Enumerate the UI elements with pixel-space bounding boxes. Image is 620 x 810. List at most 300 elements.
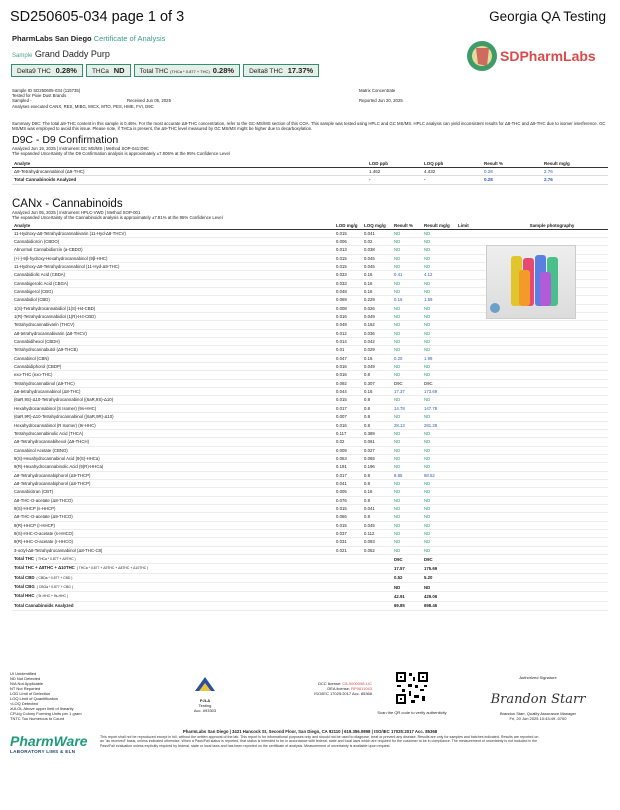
canx-cell: 88.52 — [422, 471, 456, 479]
canx-header: Analyte — [12, 224, 334, 229]
canx-row — [12, 513, 608, 521]
canx-cell: 0.061 — [362, 438, 392, 446]
canx-cell: ND — [422, 329, 456, 337]
canx-cell: 0.037 — [334, 529, 362, 537]
d9c-cell: - — [367, 176, 422, 184]
total-label: Total Cannabinoids Analyzed — [14, 602, 74, 608]
canx-cell: exo-THC (exo-THC) — [12, 371, 334, 379]
qr-code-icon[interactable] — [395, 671, 429, 705]
legend-item: UI Unidentified — [10, 671, 37, 676]
sdpharmlabs-logo — [462, 34, 612, 78]
canx-cell: 0.027 — [362, 446, 392, 454]
qr-caption: Scan the QR code to verify authenticity — [377, 710, 447, 715]
canx-cell: 0.038 — [362, 246, 392, 254]
canx-cell: 0.16 — [362, 388, 392, 396]
signature-label: Authorized Signature — [519, 675, 557, 680]
canx-cell: ND — [392, 288, 422, 296]
dcc-label: DCC license: — [317, 681, 342, 686]
canx-cell: Tetrahydrocannabutol (Δ9-THCB) — [12, 346, 334, 354]
canx-cell: 0.16 — [362, 488, 392, 496]
canx-cell: 0.017 — [334, 471, 362, 479]
canx-cell: 3-octyl-Δ8-Tetrahydrocannabinol (Δ8-THC-C8) — [12, 546, 334, 554]
total-label: Total CBG — [14, 584, 35, 590]
canx-cell: ND — [392, 321, 422, 329]
sample-photo — [486, 245, 576, 319]
canx-cell: ND — [392, 504, 422, 512]
canx-cell: ND — [422, 279, 456, 287]
canx-total-row — [12, 601, 608, 610]
d9c-header: LOQ ppb — [422, 160, 482, 168]
canx-cell: ND — [392, 363, 422, 371]
canx-cell: 0.016 — [334, 371, 362, 379]
canx-cell: 9(R)-HHCP (r-HHCP) — [12, 521, 334, 529]
canx-total-row — [12, 555, 608, 564]
canx-cell: 0.009 — [334, 446, 362, 454]
total-value: ND — [392, 583, 422, 592]
canx-row — [12, 379, 608, 387]
canx-row — [12, 388, 608, 396]
d9c-header: Result mg/g — [542, 160, 608, 168]
total-label: Total CBD — [14, 574, 35, 580]
total-value: 698.46 — [422, 601, 456, 610]
pill-label: Delta9 THC — [17, 68, 51, 75]
canx-header: Result mg/g — [422, 224, 456, 229]
canx-cell: ND — [422, 521, 456, 529]
canx-cell: 0.093 — [362, 538, 392, 546]
canx-cell: Tetrahydrocannabinolic Acid (THCA) — [12, 429, 334, 437]
canx-row — [12, 471, 608, 479]
canx-cell: Hexahydrocannabinol (R Isomer) (9r-HHC) — [12, 421, 334, 429]
canx-header: LOQ mg/g — [362, 224, 392, 229]
canx-cell: 0.16 — [392, 296, 422, 304]
canx-cell: 9(S)-Hexahydrocannabinol Acid (9(S)-HHCa) — [12, 454, 334, 462]
canx-cell: 0.191 — [334, 463, 362, 471]
canx-cell: 0.016 — [334, 363, 362, 371]
canx-cell: ND — [422, 438, 456, 446]
canx-cell: 0.065 — [362, 454, 392, 462]
canx-cell: Cannabigerolic Acid (CBGA) — [12, 279, 334, 287]
canx-cell: 0.016 — [334, 421, 362, 429]
canx-cell: 0.8 — [362, 471, 392, 479]
canx-cell: 0.8 — [362, 479, 392, 487]
d9c-table — [12, 160, 608, 185]
pill-value: 0.28% — [55, 66, 77, 75]
canx-cell: ND — [422, 262, 456, 270]
canx-cell: 0.033 — [334, 279, 362, 287]
canx-cell: ND — [422, 321, 456, 329]
canx-cell: 0.015 — [334, 254, 362, 262]
canx-cell: ND — [392, 338, 422, 346]
canx-cell: 0.048 — [334, 288, 362, 296]
total-formula: ( 9r-HHC + 9s-HHC ) — [36, 594, 69, 599]
canx-cell: 0.044 — [334, 388, 362, 396]
canx-cell: ND — [392, 304, 422, 312]
canx-cell: 0.069 — [334, 296, 362, 304]
lab-address: PharmLabs San Diego | 3421 Hancock St, Second Floor, San Diego, CA 92110 | 619.356.0898 | ISO/IEC 17025:2017 Acc. 85368 — [182, 729, 438, 734]
sample-name: Grand Daddy Purp — [34, 49, 110, 59]
canx-cell: ND — [392, 229, 422, 237]
potency-pill — [134, 64, 240, 77]
canx-cell: 0.062 — [362, 546, 392, 554]
canx-cell: 0.014 — [334, 338, 362, 346]
lab-line — [12, 34, 165, 43]
canx-cell: Cannabidiolic Acid (CBDA) — [12, 271, 334, 279]
total-formula: ( CBDa * 0.877 + CBD ) — [36, 575, 73, 580]
canx-cell: 9(R)-HHC-O-acetate (r-HHCO) — [12, 538, 334, 546]
canx-cell: ND — [422, 288, 456, 296]
canx-cell: 0.015 — [334, 521, 362, 529]
canx-cell: ND — [392, 513, 422, 521]
pjla-sub: Testing — [198, 703, 212, 708]
total-value: 17.57 — [392, 564, 422, 573]
d9c-cell: Δ9-Tetrahydrocannabinol (Δ9-THC) — [12, 167, 367, 175]
report-id: SD250605-034 page 1 of 3 — [10, 9, 185, 25]
canx-cell: 0.389 — [362, 429, 392, 437]
canx-row — [12, 229, 608, 237]
d9c-cell: 0.28 — [482, 176, 542, 184]
canx-cell: D9C — [422, 379, 456, 387]
canx-cell: Δ9-THC-O-acetate (Δ9-THCO) — [12, 513, 334, 521]
canx-cell: Cannabidiol (CBD) — [12, 296, 334, 304]
canx-total-row — [12, 592, 608, 601]
canx-cell: 0.196 — [362, 463, 392, 471]
canx-row — [12, 454, 608, 462]
canx-cell: 0.8 — [362, 421, 392, 429]
canx-cell: 9(S)-HHC-O-acetate (s-HHCO) — [12, 529, 334, 537]
pjla-acc: Acc. #93303 — [193, 708, 217, 713]
canx-cell: ND — [422, 538, 456, 546]
canx-cell: 0.117 — [334, 429, 362, 437]
matrix: Matrix Concentrate — [359, 88, 396, 93]
canx-cell: 0.012 — [334, 329, 362, 337]
legend-item: N/A Not Applicable — [10, 681, 44, 686]
canx-cell: ND — [392, 396, 422, 404]
canx-row — [12, 504, 608, 512]
canx-cell: ND — [422, 229, 456, 237]
client-name: Georgia QA Testing — [489, 9, 606, 24]
canx-cell: 0.20 — [392, 354, 422, 362]
canx-cell: 0.042 — [362, 338, 392, 346]
pill-label: Delta8 THC — [249, 68, 283, 75]
canx-cell: 0.41 — [392, 271, 422, 279]
canx-cell: ND — [422, 346, 456, 354]
canx-cell: ND — [392, 454, 422, 462]
sample-line — [12, 49, 110, 59]
canx-cell: 1(R)-Tetrahydrocannabidiol (1(R)-H4-CBD) — [12, 313, 334, 321]
canx-cell: 0.006 — [334, 237, 362, 245]
canx-cell: 0.16 — [362, 279, 392, 287]
total-formula: ( CBGa * 0.877 + CBG ) — [36, 585, 73, 590]
canx-header: Limit — [456, 224, 496, 229]
canx-header: Result % — [392, 224, 422, 229]
canx-cell: (+/-)-9β-hydroxy-Hexahydrocannabinol (9β-HHC) — [12, 254, 334, 262]
canx-cell: 0.015 — [334, 504, 362, 512]
legend-item: CFU/g Colony Forming Units per 1 gram — [10, 711, 82, 716]
canx-cell: 0.045 — [362, 262, 392, 270]
total-value: 429.06 — [422, 592, 456, 601]
canx-cell: 0.045 — [362, 254, 392, 262]
canx-title: CANx - Cannabinoids — [12, 198, 123, 210]
canx-cell: ND — [392, 246, 422, 254]
pjla-name: PJLA — [199, 698, 211, 703]
canx-cell: ND — [392, 463, 422, 471]
canx-cell: ND — [392, 496, 422, 504]
canx-cell: 0.031 — [334, 538, 362, 546]
canx-cell: Cannabidihexol (CBDH) — [12, 338, 334, 346]
canx-cell: 1.59 — [422, 296, 456, 304]
canx-cell: 0.008 — [334, 304, 362, 312]
canx-row — [12, 529, 608, 537]
d9c-header: Analyte — [12, 160, 367, 168]
canx-cell: ND — [392, 529, 422, 537]
canx-cell: Δ8-tetrahydrocannabinol (Δ8-THC) — [12, 388, 334, 396]
legend-item: ND Not Detected — [10, 676, 41, 681]
canx-cell: 0.047 — [334, 354, 362, 362]
reported: Reported Jun 20, 2025 — [359, 98, 403, 104]
signature-block — [468, 675, 608, 721]
d9c-cell: 4.432 — [422, 167, 482, 175]
canx-cell: Δ9-Tetrahydrocannabiphorol (Δ9-THCP) — [12, 471, 334, 479]
canx-cell: 0.041 — [362, 504, 392, 512]
total-value: D9C — [422, 555, 456, 564]
canx-cell: ND — [392, 237, 422, 245]
canx-cell: ND — [422, 496, 456, 504]
canx-cell: ND — [422, 246, 456, 254]
canx-row — [12, 396, 608, 404]
canx-row — [12, 338, 608, 346]
summary-note: Summary D9C: The total Δ9-THC content in this sample is 0.46%. For the most accurate Δ9-THC concentration, refer to the GC-MS/MS section of this COA. This sample was tested using HPLC and GC MS/MS. HPLC analysis can yield inconsistent results for Δ8-THC and Δ9-THC due to isomer interference. GC MS/MS was employed to avoid this issue. Please note, if THCa is present, the Δ9-THC level measured by GC MS/MS might be higher due to decarboxylation. — [12, 121, 606, 132]
signature-title: Brandon Starr, Quality Assurance Manager — [499, 711, 577, 716]
canx-cell: 0.8 — [362, 496, 392, 504]
pill-value: 17.37% — [287, 66, 314, 75]
canx-cell: 28.13 — [392, 421, 422, 429]
canx-cell: 8.85 — [392, 471, 422, 479]
canx-row — [12, 479, 608, 487]
canx-cell: Δ9-Tetrahydrocannabihexol (Δ9-THCH) — [12, 438, 334, 446]
canx-cell: ND — [392, 429, 422, 437]
canx-cell: ND — [422, 504, 456, 512]
canx-cell: 0.049 — [334, 321, 362, 329]
canx-cell: Cannabidiorcin (CBDO) — [12, 237, 334, 245]
logo-text: SDPharmLabs — [500, 48, 596, 64]
canx-row — [12, 438, 608, 446]
analyses: Analyses executed CANX, RES, MIBG, MICX, MTO, PES, HME, FVI, D9C — [12, 103, 154, 109]
canx-cell: 9(S)-HHCP (s-HHCP) — [12, 504, 334, 512]
canx-cell: (6aR,9S)-Δ10-Tetrahydrocannabinol ((6aR,9S)-Δ10) — [12, 396, 334, 404]
canx-cell: Cannabicitran (CBT) — [12, 488, 334, 496]
canx-cell: 17.37 — [392, 388, 422, 396]
canx-cell: 281.28 — [422, 421, 456, 429]
total-value: 5.20 — [422, 573, 456, 582]
dcc-value: C8-0000098-LIC — [342, 681, 372, 686]
total-value: 175.69 — [422, 564, 456, 573]
canx-cell: Cannabinol Acetate (CBNO) — [12, 446, 334, 454]
canx-cell: (6aR,9R)-Δ10-Tetrahydrocannabinol ((6aR,9R)-Δ10) — [12, 413, 334, 421]
legend-item: NT Not Reported — [10, 686, 41, 691]
canx-cell: 0.033 — [334, 271, 362, 279]
canx-cell: ND — [392, 262, 422, 270]
canx-cell: Cannabidiphorol (CBDP) — [12, 363, 334, 371]
d9c-analyzed: Analyzed Jun 19, 2025 | Instrument GC MS/MS | Method SOP-041:D9C — [12, 146, 149, 151]
pill-value: ND — [113, 66, 125, 75]
total-value: 42.91 — [392, 592, 422, 601]
d9c-header: LOD ppb — [367, 160, 422, 168]
canx-row — [12, 404, 608, 412]
canx-cell: ND — [422, 546, 456, 554]
total-label: Total THC + Δ8THC + Δ10THC — [14, 565, 75, 571]
canx-cell: 0.16 — [362, 354, 392, 362]
d9c-row — [12, 176, 608, 184]
canx-header: LOD mg/g — [334, 224, 362, 229]
canx-cell: 0.8 — [362, 396, 392, 404]
canx-row — [12, 371, 608, 379]
d9c-cell: 2.76 — [542, 167, 608, 175]
sample-meta — [12, 88, 608, 109]
canx-cell: 4.12 — [422, 271, 456, 279]
d9c-cell: 0.28 — [482, 167, 542, 175]
canx-cell: 0.16 — [362, 271, 392, 279]
canx-cell: ND — [422, 338, 456, 346]
d9c-cell: - — [422, 176, 482, 184]
canx-cell: 0.02 — [362, 237, 392, 245]
lab-name: PharmLabs San Diego — [12, 34, 92, 43]
canx-cell: Tetrahydrocannabivarin (THCV) — [12, 321, 334, 329]
canx-cell: ND — [392, 538, 422, 546]
canx-cell: ND — [422, 463, 456, 471]
canx-cell: Tetrahydrocannabinol (Δ9-THC) — [12, 379, 334, 387]
canx-cell: ND — [392, 313, 422, 321]
dea-value: RP0611043 — [351, 686, 372, 691]
canx-cell: 0.076 — [334, 496, 362, 504]
canx-cell: 0.041 — [334, 479, 362, 487]
legend-item: ≥ULOL Above upper limit of linearity — [10, 706, 74, 711]
canx-total-row — [12, 583, 608, 592]
canx-row — [12, 354, 608, 362]
canx-cell: ND — [422, 479, 456, 487]
legend — [10, 671, 130, 721]
canx-cell: 0.066 — [334, 513, 362, 521]
canx-cell: ND — [392, 279, 422, 287]
canx-cell: 0.017 — [334, 404, 362, 412]
canx-cell: 1(S)-Tetrahydrocannabidiol (1(S)-H4-CBD) — [12, 304, 334, 312]
canx-cell: 0.8 — [362, 413, 392, 421]
potency-pill — [243, 64, 319, 77]
canx-cell: 9(R)-Hexahydrocannabinolic Acid (9(R)-HHCa) — [12, 463, 334, 471]
d9c-cell: Total Cannabinoids Analyzed — [12, 176, 367, 184]
canx-cell: ND — [422, 529, 456, 537]
disclaimer: This report shall not be reproduced except in full, without the written approval of the lab. This report is for informational purposes only and should not be used to diagnose, treat or prevent any disease. Results are only for samples and batches indicated. Results are reported on an "as received" basis, unless indicated otherwise. When a Pass/Fail status is reported, that status is intended to be in accordance with federal, state and local laws which are required for the customer to be in compliance. The measurement of uncertainty is not included in the Pass/Fail evaluation unless explicitly required by federal, state or local laws and has been reported on the certificate of analysis. Measurement of uncertainty is available upon request. — [100, 735, 539, 748]
canx-cell: 0.307 — [362, 379, 392, 387]
coa-subtitle: Certificate of Analysis — [93, 34, 166, 43]
canx-cell: ND — [392, 413, 422, 421]
pharmware-logo — [10, 733, 100, 754]
canx-cell: 1.99 — [422, 354, 456, 362]
canx-cell: 11-Hydroxy-Δ9-Tetrahydrocannabinol (11-Hyd-Δ9-THC) — [12, 262, 334, 270]
canx-row — [12, 546, 608, 554]
canx-cell: ND — [422, 313, 456, 321]
potency-pills — [11, 64, 319, 77]
potency-pill — [86, 64, 131, 77]
canx-cell: 0.029 — [362, 346, 392, 354]
canx-cell: D9C — [392, 379, 422, 387]
canx-cell: 11-Hydroxy-Δ8-Tetrahydrocannabivarin (11-Hyd-Δ8-THCV) — [12, 229, 334, 237]
canx-cell: ND — [392, 346, 422, 354]
canx-header: Sample photography — [496, 224, 608, 229]
total-formula: ( THCa * 0.877 + Δ9THC + Δ8THC + Δ10THC ) — [76, 566, 149, 571]
canx-cell: 0.015 — [334, 262, 362, 270]
canx-cell: 0.063 — [334, 454, 362, 462]
canx-row — [12, 429, 608, 437]
canx-total-row — [12, 564, 608, 573]
canx-cell: 0.013 — [334, 246, 362, 254]
canx-cell: 0.015 — [334, 396, 362, 404]
canx-cell: 0.02 — [334, 438, 362, 446]
canx-cell: 0.007 — [334, 413, 362, 421]
canx-cell: 0.162 — [362, 321, 392, 329]
qr-block — [372, 671, 452, 715]
canx-cell: ND — [422, 513, 456, 521]
canx-cell: ND — [422, 413, 456, 421]
received: Received Jun 05, 2025 — [127, 98, 171, 104]
d9c-row — [12, 167, 608, 175]
d9c-cell: 1.462 — [367, 167, 422, 175]
canx-cell: Δ8-Tetrahydrocannabiphorol (Δ8-THCP) — [12, 479, 334, 487]
d9c-uncertainty: The expanded Uncertainty of the D9 Confirmation analysis is approximately ±7.806% at the 95% Confidence Level — [12, 151, 230, 157]
canx-cell: 0.092 — [334, 379, 362, 387]
total-value: 69.85 — [392, 601, 422, 610]
tested-for: Tested for Pixie Dust Brands — [12, 93, 67, 99]
canx-cell: 0.026 — [362, 304, 392, 312]
canx-analyzed: Analyzed Jun 05, 2025 | Instrument HPLC-VWD | Method SOP-001 — [12, 210, 141, 215]
canx-cell: ND — [392, 329, 422, 337]
canx-row — [12, 363, 608, 371]
canx-cell: Cannabinol (CBN) — [12, 354, 334, 362]
canx-cell: ND — [392, 371, 422, 379]
canx-cell: 0.229 — [362, 296, 392, 304]
canx-cell: Δ8-tetrahydrocannabivarin (Δ8-THCV) — [12, 329, 334, 337]
legend-item: TNTC Too Numerous to Count — [10, 716, 64, 721]
canx-total-row — [12, 573, 608, 582]
canx-cell: ND — [392, 521, 422, 529]
canx-cell: 0.8 — [362, 404, 392, 412]
canx-cell: 0.041 — [362, 229, 392, 237]
canx-row — [12, 413, 608, 421]
canx-cell: 0.049 — [362, 363, 392, 371]
legend-item: <LOQ Detected — [10, 701, 38, 706]
canx-cell: ND — [392, 488, 422, 496]
canx-row — [12, 463, 608, 471]
sampled: Sampled - — [12, 98, 32, 104]
canx-row — [12, 446, 608, 454]
iso-line: ISO/IEC 17025:2017 Acc. 85368 — [314, 691, 372, 696]
canx-cell: 0.16 — [362, 288, 392, 296]
total-formula: ( THCa * 0.877 + Δ9THC ) — [35, 557, 76, 562]
canx-cell: ND — [422, 254, 456, 262]
legend-item: LOQ Limit of Quantification — [10, 696, 59, 701]
canx-cell: ND — [392, 446, 422, 454]
canx-cell: 0.112 — [362, 529, 392, 537]
canx-cell: ND — [422, 371, 456, 379]
canx-cell: 14.78 — [392, 404, 422, 412]
sample-id: Sample ID SD250605-034 (115735) — [12, 88, 81, 93]
sample-key: Sample — [12, 53, 33, 59]
licenses — [272, 681, 372, 696]
pharmware-tag: LABORATORY LIMS & ELN — [10, 749, 76, 754]
pill-label: Total THC — [139, 68, 169, 75]
potency-pill — [11, 64, 83, 77]
pjla-badge — [180, 675, 230, 713]
d9c-cell: 2.76 — [542, 176, 608, 184]
